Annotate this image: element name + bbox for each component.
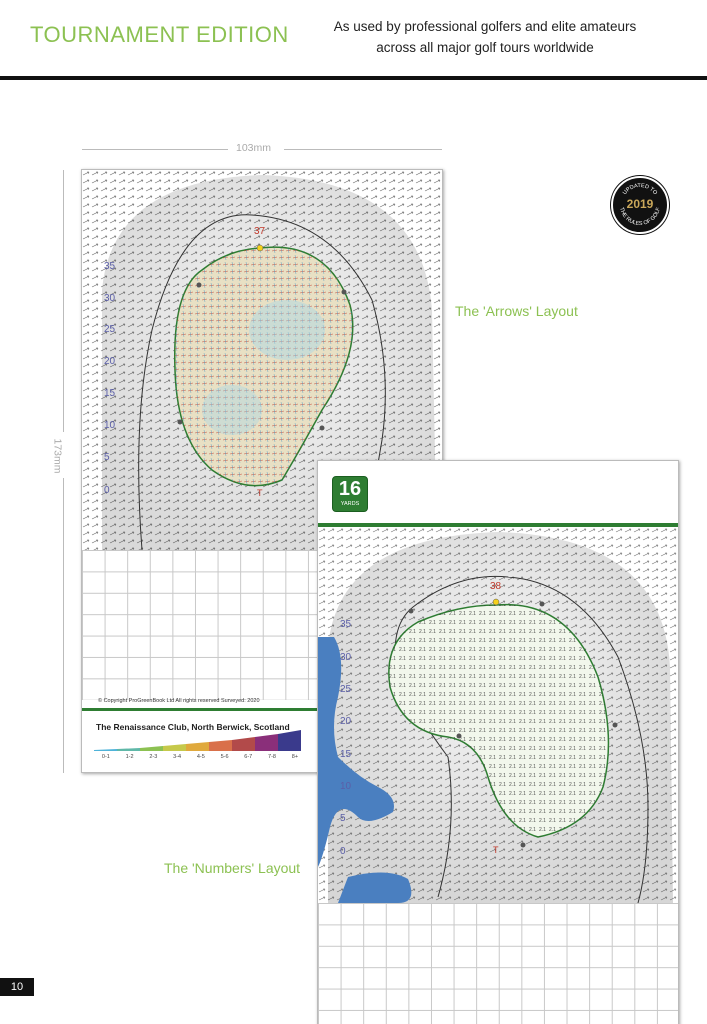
hole-number: 16 — [338, 478, 362, 500]
svg-text:5: 5 — [104, 452, 110, 463]
svg-text:0: 0 — [340, 846, 346, 857]
arrows-layout-label: The 'Arrows' Layout — [455, 303, 578, 319]
legend-label: 2-3 — [149, 754, 158, 760]
club-name: The Renaissance Club, North Berwick, Scotland — [96, 722, 290, 732]
slope-legend-bar — [94, 730, 306, 756]
svg-text:10: 10 — [340, 781, 352, 792]
svg-text:10: 10 — [104, 420, 116, 431]
height-dimension-line-bottom — [63, 478, 64, 773]
svg-text:0: 0 — [104, 485, 110, 496]
width-dimension-line-left — [82, 149, 228, 150]
tagline-line-2: across all major golf tours worldwide — [376, 40, 594, 55]
page-header — [0, 0, 707, 80]
svg-text:25: 25 — [104, 324, 116, 335]
width-dimension-label: 103mm — [236, 142, 272, 154]
svg-text:35: 35 — [104, 261, 116, 272]
svg-text:5: 5 — [340, 813, 346, 824]
page-number: 10 — [0, 978, 34, 996]
svg-text:T: T — [257, 488, 263, 498]
rules-2019-badge — [611, 176, 669, 234]
legend-label: 0-1 — [101, 754, 110, 760]
tagline-line-1: As used by professional golfers and elite amateurs — [333, 19, 637, 34]
svg-text:15: 15 — [340, 749, 352, 760]
legend-label: 7-8 — [268, 754, 276, 760]
height-dimension-line-top — [63, 170, 64, 432]
slope-legend-labels — [94, 754, 306, 760]
svg-text:25: 25 — [340, 684, 352, 695]
width-dimension-line-right — [284, 149, 442, 150]
svg-text:T: T — [493, 845, 499, 855]
legend-label: 4-5 — [196, 754, 205, 760]
legend-label: 5-6 — [220, 754, 229, 760]
legend-label: 8+ — [291, 754, 299, 760]
svg-text:THE RULES OF GOLF: THE RULES OF GOLF — [618, 206, 662, 228]
svg-text:30: 30 — [340, 652, 352, 663]
notes-grid — [318, 903, 679, 1024]
numbers-layout-label: The 'Numbers' Layout — [164, 860, 301, 876]
svg-text:20: 20 — [340, 716, 352, 727]
hole-number-badge — [332, 476, 368, 512]
pin-distance-label: 37 — [254, 226, 266, 237]
height-dimension-label: 173mm — [51, 438, 64, 474]
legend-label: 6-7 — [244, 754, 253, 760]
numbers-green-map — [318, 527, 679, 903]
pin-position — [257, 245, 263, 251]
svg-text:15: 15 — [104, 388, 116, 399]
pin-distance-label: 38 — [490, 581, 502, 592]
legend-label: 3-4 — [173, 754, 182, 760]
copyright-text: © Copyright ProGreenBook Ltd All rights reserved Surveyed: 2020 — [98, 698, 260, 704]
pin-position — [493, 599, 499, 605]
numbers-layout-card — [317, 460, 679, 1024]
svg-text:20: 20 — [104, 356, 116, 367]
legend-label: 1-2 — [125, 754, 134, 760]
tagline — [315, 16, 655, 58]
badge-year: 2019 — [626, 197, 654, 211]
edition-title: TOURNAMENT EDITION — [30, 22, 289, 47]
svg-text:UPDATED TO: UPDATED TO — [621, 182, 659, 197]
svg-text:35: 35 — [340, 619, 352, 630]
hole-unit: YARDS — [340, 501, 360, 507]
svg-text:30: 30 — [104, 293, 116, 304]
